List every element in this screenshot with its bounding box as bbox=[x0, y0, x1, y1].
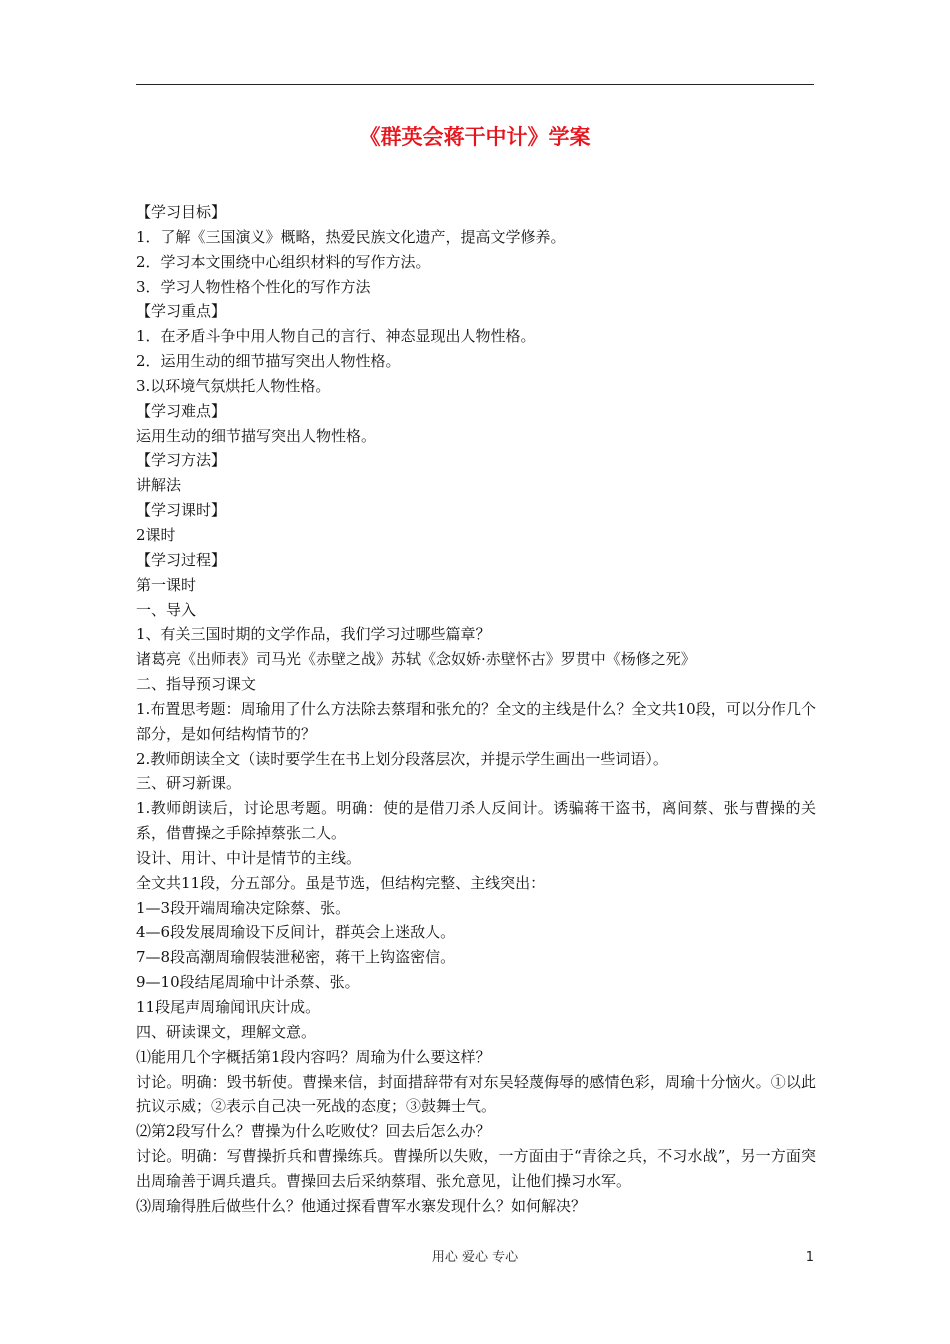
body-line: ⑵第2段写什么？曹操为什么吃败仗？回去后怎么办？ bbox=[136, 1122, 491, 1141]
page-number: 1 bbox=[805, 1250, 814, 1265]
section-heading: 【学习重点】 bbox=[136, 302, 227, 321]
section-heading: 【学习过程】 bbox=[136, 550, 227, 569]
section-heading: 【学习难点】 bbox=[136, 401, 227, 420]
body-line: ⑴能用几个字概括第1段内容吗？周瑜为什么要这样？ bbox=[136, 1047, 491, 1066]
body-paragraph: 1.布置思考题：周瑜用了什么方法除去蔡瑁和张允的？全文的主线是什么？全文共10段，可以分作几个部分，是如何结构情节的？ bbox=[136, 699, 816, 743]
body-line: ⑶周瑜得胜后做些什么？他通过探看曹军水寨发现什么？如何解决？ bbox=[136, 1196, 587, 1215]
body-line: 1．了解《三国演义》概略，热爱民族文化遗产，提高文学修养。 bbox=[136, 227, 566, 246]
document-title: 《群英会蒋干中计》学案 bbox=[359, 125, 591, 149]
body-line: 1、有关三国时期的文学作品，我们学习过哪些篇章？ bbox=[136, 625, 491, 644]
body-line: 1．在矛盾斗争中用人物自己的言行、神态显现出人物性格。 bbox=[136, 327, 536, 346]
section-heading: 【学习方法】 bbox=[136, 451, 227, 470]
body-line: 3.以环境气氛烘托人物性格。 bbox=[136, 376, 331, 395]
body-line: 1—3段开端周瑜决定除蔡、张。 bbox=[136, 898, 351, 917]
body-line: 4—6段发展周瑜设下反间计，群英会上迷敌人。 bbox=[136, 923, 456, 942]
body-line: 二、指导预习课文 bbox=[136, 675, 257, 694]
section-heading: 【学习课时】 bbox=[136, 501, 227, 520]
body-line: 第一课时 bbox=[136, 575, 197, 594]
body-paragraph: 1.教师朗读后，讨论思考题。明确：使的是借刀杀人反间计。诱骗蒋干盗书，离间蔡、张与曹操的关系，借曹操之手除掉蔡张二人。 bbox=[136, 799, 816, 843]
body-paragraph: 讨论。明确：写曹操折兵和曹操练兵。曹操所以失败，一方面由于“青徐之兵，不习水战”，另一方面突出周瑜善于调兵遣兵。曹操回去后采纳蔡瑁、张允意见，让他们操习水军。 bbox=[136, 1147, 816, 1190]
body-line: 2.教师朗读全文（读时要学生在书上划分段落层次，并提示学生画出一些词语）。 bbox=[136, 749, 668, 768]
body-line: 11段尾声周瑜闻讯庆计成。 bbox=[136, 998, 321, 1016]
body-line: 3．学习人物性格个性化的写作方法 bbox=[136, 277, 371, 296]
body-line: 2课时 bbox=[136, 525, 176, 544]
body-line: 7—8段高潮周瑜假装泄秘密，蒋干上钩盗密信。 bbox=[136, 948, 456, 967]
body-line: 诸葛亮《出师表》司马光《赤壁之战》苏轼《念奴娇·赤壁怀古》罗贯中《杨修之死》 bbox=[136, 650, 696, 669]
body-line: 2．学习本文围绕中心组织材料的写作方法。 bbox=[136, 252, 431, 271]
body-line: 2．运用生动的细节描写突出人物性格。 bbox=[136, 352, 401, 371]
body-line: 四、研读课文，理解文意。 bbox=[136, 1022, 317, 1041]
body-line: 运用生动的细节描写突出人物性格。 bbox=[136, 426, 377, 445]
body-line: 一、导入 bbox=[136, 600, 197, 619]
page-footer: 用心 爱心 专心 bbox=[431, 1250, 519, 1265]
section-heading: 【学习目标】 bbox=[136, 203, 227, 221]
document-body bbox=[136, 200, 816, 1219]
body-paragraph: 讨论。明确：毁书斩使。曹操来信，封面措辞带有对东吴轻蔑侮辱的感情色彩，周瑜十分恼火。①以此抗议示威；②表示自己决一死战的态度；③鼓舞士气。 bbox=[136, 1072, 816, 1116]
body-line: 讲解法 bbox=[136, 476, 182, 495]
body-line: 全文共11段，分五部分。虽是节选，但结构完整、主线突出： bbox=[136, 873, 546, 892]
body-line: 设计、用计、中计是情节的主线。 bbox=[136, 848, 362, 867]
header-rule bbox=[136, 84, 814, 85]
body-line: 9—10段结尾周瑜中计杀蔡、张。 bbox=[136, 973, 360, 992]
body-line: 三、研习新课。 bbox=[136, 774, 242, 793]
